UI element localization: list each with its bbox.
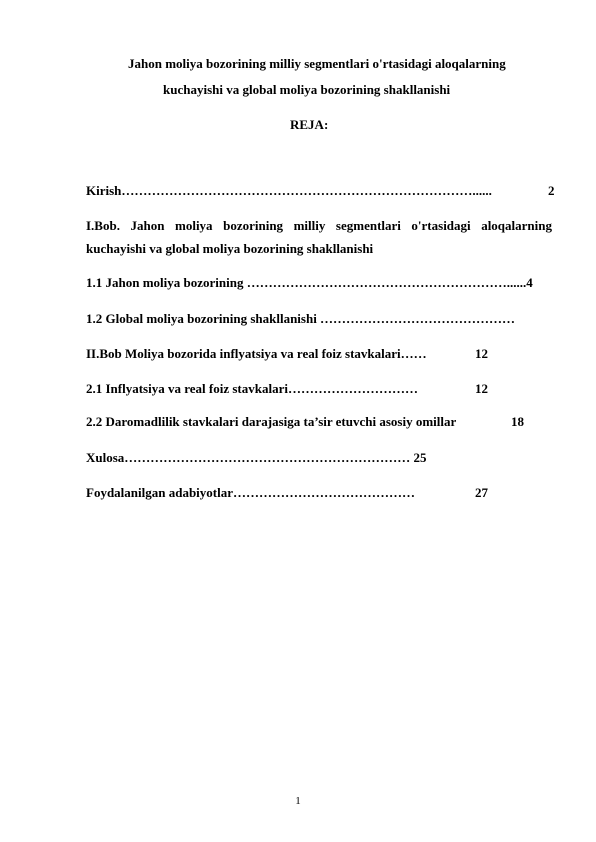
toc-section-2-2 bbox=[86, 414, 456, 430]
toc-section-1-1 bbox=[86, 275, 533, 291]
toc-section-2-1 bbox=[86, 381, 418, 397]
document-title-line-1: Jahon moliya bozorining milliy segmentlari o'rtasidagi aloqalarning bbox=[128, 56, 506, 71]
toc-chapter-2 bbox=[86, 346, 427, 362]
toc-chapter-2-page: 12 bbox=[475, 346, 488, 361]
toc-references-text: Foydalanilgan adabiyotlar…………………………………… bbox=[86, 485, 415, 500]
toc-references bbox=[86, 485, 415, 501]
toc-chapter-1-line-1 bbox=[86, 218, 552, 234]
toc-chapter-1-word: milliy bbox=[293, 218, 326, 233]
toc-references-page: 27 bbox=[475, 485, 488, 500]
toc-section-2-1-text: 2.1 Inflyatsiya va real foiz stavkalari………………………… bbox=[86, 381, 418, 396]
toc-chapter-1-word: Jahon bbox=[130, 218, 165, 233]
toc-intro bbox=[86, 183, 492, 199]
toc-section-2-2-text: 2.2 Daromadlilik stavkalari darajasiga ta’sir etuvchi asosiy omillar bbox=[86, 414, 457, 429]
toc-chapter-1-word: aloqalarning bbox=[481, 218, 552, 233]
toc-chapter-1-word: moliya bbox=[175, 218, 213, 233]
plan-heading: REJA: bbox=[290, 117, 329, 132]
toc-chapter-1-line-2 bbox=[86, 241, 373, 257]
toc-intro-page: 2 bbox=[548, 183, 555, 198]
toc-chapter-1-line-2-text: kuchayishi va global moliya bozorining shakllanishi bbox=[86, 241, 374, 256]
toc-chapter-1-word: o'rtasidagi bbox=[411, 218, 471, 233]
toc-chapter-2-text: II.Bob Moliya bozorida inflyatsiya va real foiz stavkalari…… bbox=[86, 346, 427, 361]
toc-section-1-2-text: 1.2 Global moliya bozorining shakllanishi ……………………………………… bbox=[86, 311, 516, 326]
toc-chapter-1-word: segmentlari bbox=[335, 218, 401, 233]
toc-conclusion bbox=[86, 450, 427, 466]
page-number: 1 bbox=[295, 795, 301, 807]
toc-intro-text: Kirish………………………………………………………………………...... bbox=[86, 183, 492, 198]
toc-chapter-1-word: bozorining bbox=[223, 218, 284, 233]
toc-section-2-2-page: 18 bbox=[511, 414, 524, 429]
toc-chapter-1-word: I.Bob. bbox=[86, 218, 120, 233]
document-title-line-2: kuchayishi va global moliya bozorining shakllanishi bbox=[163, 82, 451, 97]
toc-section-1-1-text: 1.1 Jahon moliya bozorining ……………………………………………………......4 bbox=[86, 275, 533, 290]
toc-section-2-1-page: 12 bbox=[475, 381, 488, 396]
toc-section-1-2 bbox=[86, 311, 515, 327]
table-of-contents bbox=[86, 0, 555, 842]
toc-conclusion-text: Xulosa………………………………………………………… 25 bbox=[86, 450, 427, 465]
